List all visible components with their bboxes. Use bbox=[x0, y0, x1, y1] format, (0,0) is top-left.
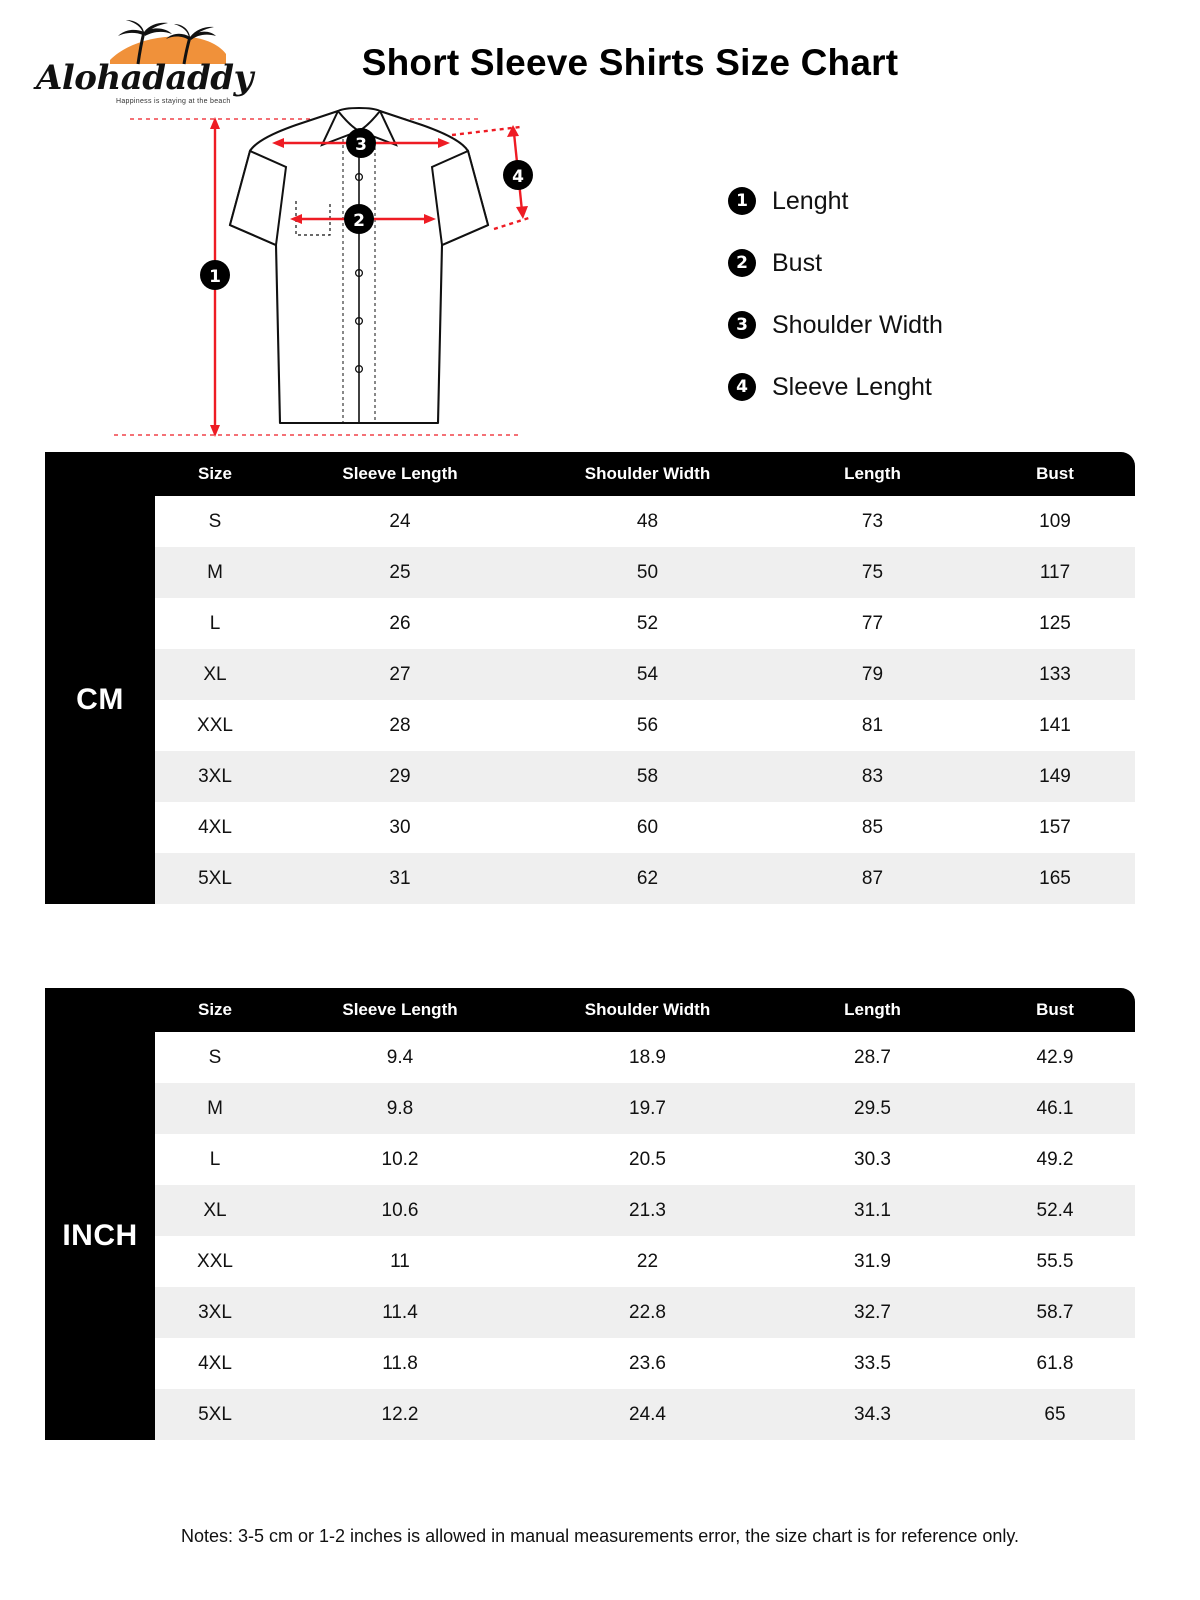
cell-length: 73 bbox=[770, 496, 975, 547]
table-row bbox=[45, 1032, 1135, 1083]
cell-length: 83 bbox=[770, 751, 975, 802]
badge-1-icon: 1 bbox=[728, 187, 756, 215]
column-header-length: Length bbox=[770, 452, 975, 496]
cell-bust: 149 bbox=[975, 751, 1135, 802]
cell-size: XXL bbox=[155, 700, 275, 751]
column-header-bust: Bust bbox=[975, 452, 1135, 496]
size-table-inch bbox=[45, 988, 1135, 1440]
column-header-sleeve-length: Sleeve Length bbox=[275, 452, 525, 496]
legend-label: Shoulder Width bbox=[772, 310, 943, 339]
brand-name: Alohadaddy bbox=[36, 58, 253, 98]
cell-shoulder-width: 50 bbox=[525, 547, 770, 598]
cell-bust: 125 bbox=[975, 598, 1135, 649]
table-row bbox=[45, 547, 1135, 598]
table-cm bbox=[45, 452, 1135, 904]
cell-sleeve-length: 26 bbox=[275, 598, 525, 649]
cell-bust: 46.1 bbox=[975, 1083, 1135, 1134]
cell-length: 29.5 bbox=[770, 1083, 975, 1134]
cell-size: 4XL bbox=[155, 802, 275, 853]
cell-length: 85 bbox=[770, 802, 975, 853]
cell-shoulder-width: 18.9 bbox=[525, 1032, 770, 1083]
cell-bust: 55.5 bbox=[975, 1236, 1135, 1287]
cell-bust: 58.7 bbox=[975, 1287, 1135, 1338]
cell-size: 3XL bbox=[155, 1287, 275, 1338]
cell-shoulder-width: 20.5 bbox=[525, 1134, 770, 1185]
cell-size: M bbox=[155, 1083, 275, 1134]
diagram-marker-2 bbox=[344, 204, 374, 234]
column-header-shoulder-width: Shoulder Width bbox=[525, 452, 770, 496]
shirt-measurement-diagram bbox=[100, 105, 620, 450]
cell-sleeve-length: 11.8 bbox=[275, 1338, 525, 1389]
cell-shoulder-width: 58 bbox=[525, 751, 770, 802]
column-header-size: Size bbox=[155, 452, 275, 496]
table-row bbox=[45, 1236, 1135, 1287]
cell-size: L bbox=[155, 1134, 275, 1185]
svg-text:4: 4 bbox=[512, 167, 524, 187]
cell-bust: 141 bbox=[975, 700, 1135, 751]
cell-sleeve-length: 30 bbox=[275, 802, 525, 853]
table-row bbox=[45, 496, 1135, 547]
cell-bust: 157 bbox=[975, 802, 1135, 853]
cell-sleeve-length: 9.4 bbox=[275, 1032, 525, 1083]
unit-header-cell bbox=[45, 988, 155, 1032]
cell-length: 28.7 bbox=[770, 1032, 975, 1083]
unit-label-cm: CM bbox=[45, 496, 155, 904]
legend-item-sleeve-length bbox=[728, 356, 1148, 418]
column-header-length: Length bbox=[770, 988, 975, 1032]
cell-length: 34.3 bbox=[770, 1389, 975, 1440]
table-row bbox=[45, 1389, 1135, 1440]
legend-label: Bust bbox=[772, 248, 823, 277]
cell-sleeve-length: 27 bbox=[275, 649, 525, 700]
column-header-sleeve-length: Sleeve Length bbox=[275, 988, 525, 1032]
cell-bust: 165 bbox=[975, 853, 1135, 904]
unit-header-cell bbox=[45, 452, 155, 496]
cell-sleeve-length: 31 bbox=[275, 853, 525, 904]
cell-sleeve-length: 11 bbox=[275, 1236, 525, 1287]
table-row bbox=[45, 853, 1135, 904]
table-row bbox=[45, 700, 1135, 751]
cell-length: 77 bbox=[770, 598, 975, 649]
table-row bbox=[45, 802, 1135, 853]
cell-sleeve-length: 25 bbox=[275, 547, 525, 598]
cell-bust: 49.2 bbox=[975, 1134, 1135, 1185]
cell-size: XL bbox=[155, 1185, 275, 1236]
cell-size: 4XL bbox=[155, 1338, 275, 1389]
legend-item-length bbox=[728, 170, 1148, 232]
cell-length: 75 bbox=[770, 547, 975, 598]
cell-shoulder-width: 22.8 bbox=[525, 1287, 770, 1338]
size-table-cm bbox=[45, 452, 1135, 904]
cell-size: M bbox=[155, 547, 275, 598]
column-header-bust: Bust bbox=[975, 988, 1135, 1032]
table-row bbox=[45, 1338, 1135, 1389]
cell-shoulder-width: 23.6 bbox=[525, 1338, 770, 1389]
cell-bust: 42.9 bbox=[975, 1032, 1135, 1083]
cell-length: 32.7 bbox=[770, 1287, 975, 1338]
legend-label: Sleeve Lenght bbox=[772, 372, 932, 401]
badge-2-icon: 2 bbox=[728, 249, 756, 277]
cell-shoulder-width: 56 bbox=[525, 700, 770, 751]
table-row bbox=[45, 1083, 1135, 1134]
svg-text:1: 1 bbox=[209, 267, 221, 287]
cell-sleeve-length: 29 bbox=[275, 751, 525, 802]
cell-bust: 52.4 bbox=[975, 1185, 1135, 1236]
cell-bust: 133 bbox=[975, 649, 1135, 700]
badge-3-icon: 3 bbox=[728, 311, 756, 339]
cell-bust: 109 bbox=[975, 496, 1135, 547]
measurement-legend bbox=[728, 170, 1148, 418]
badge-4-icon: 4 bbox=[728, 373, 756, 401]
diagram-marker-4 bbox=[503, 160, 533, 190]
cell-size: 5XL bbox=[155, 1389, 275, 1440]
cell-shoulder-width: 19.7 bbox=[525, 1083, 770, 1134]
cell-bust: 65 bbox=[975, 1389, 1135, 1440]
legend-label: Lenght bbox=[772, 186, 849, 215]
cell-size: L bbox=[155, 598, 275, 649]
table-header-row bbox=[45, 988, 1135, 1032]
cell-length: 31.1 bbox=[770, 1185, 975, 1236]
cell-shoulder-width: 24.4 bbox=[525, 1389, 770, 1440]
table-row bbox=[45, 598, 1135, 649]
legend-item-shoulder-width bbox=[728, 294, 1148, 356]
cell-length: 30.3 bbox=[770, 1134, 975, 1185]
brand-tagline: Happiness is staying at the beach bbox=[116, 98, 231, 105]
cell-shoulder-width: 52 bbox=[525, 598, 770, 649]
cell-shoulder-width: 62 bbox=[525, 853, 770, 904]
table-row bbox=[45, 1287, 1135, 1338]
cell-length: 81 bbox=[770, 700, 975, 751]
column-header-size: Size bbox=[155, 988, 275, 1032]
cell-sleeve-length: 28 bbox=[275, 700, 525, 751]
cell-shoulder-width: 54 bbox=[525, 649, 770, 700]
cell-sleeve-length: 12.2 bbox=[275, 1389, 525, 1440]
cell-size: 3XL bbox=[155, 751, 275, 802]
cell-length: 79 bbox=[770, 649, 975, 700]
table-row bbox=[45, 1134, 1135, 1185]
cell-length: 31.9 bbox=[770, 1236, 975, 1287]
page-title: Short Sleeve Shirts Size Chart bbox=[361, 42, 899, 83]
diagram-marker-1 bbox=[200, 260, 230, 290]
cell-size: XL bbox=[155, 649, 275, 700]
table-row bbox=[45, 751, 1135, 802]
svg-text:2: 2 bbox=[353, 211, 365, 231]
cell-shoulder-width: 22 bbox=[525, 1236, 770, 1287]
cell-sleeve-length: 10.2 bbox=[275, 1134, 525, 1185]
cell-length: 33.5 bbox=[770, 1338, 975, 1389]
diagram-marker-3 bbox=[346, 128, 376, 158]
cell-sleeve-length: 10.6 bbox=[275, 1185, 525, 1236]
notes-text: Notes: 3-5 cm or 1-2 inches is allowed in manual measurements error, the size chart is for reference only. bbox=[180, 1526, 1020, 1546]
column-header-shoulder-width: Shoulder Width bbox=[525, 988, 770, 1032]
cell-bust: 61.8 bbox=[975, 1338, 1135, 1389]
table-row bbox=[45, 649, 1135, 700]
cell-shoulder-width: 48 bbox=[525, 496, 770, 547]
cell-size: 5XL bbox=[155, 853, 275, 904]
legend-item-bust bbox=[728, 232, 1148, 294]
cell-shoulder-width: 60 bbox=[525, 802, 770, 853]
cell-sleeve-length: 11.4 bbox=[275, 1287, 525, 1338]
cell-sleeve-length: 24 bbox=[275, 496, 525, 547]
cell-size: S bbox=[155, 1032, 275, 1083]
unit-label-inch: INCH bbox=[45, 1032, 155, 1440]
cell-size: S bbox=[155, 496, 275, 547]
cell-shoulder-width: 21.3 bbox=[525, 1185, 770, 1236]
cell-bust: 117 bbox=[975, 547, 1135, 598]
table-row bbox=[45, 1185, 1135, 1236]
cell-length: 87 bbox=[770, 853, 975, 904]
svg-text:3: 3 bbox=[355, 135, 367, 155]
cell-sleeve-length: 9.8 bbox=[275, 1083, 525, 1134]
table-inch bbox=[45, 988, 1135, 1440]
table-header-row bbox=[45, 452, 1135, 496]
cell-size: XXL bbox=[155, 1236, 275, 1287]
